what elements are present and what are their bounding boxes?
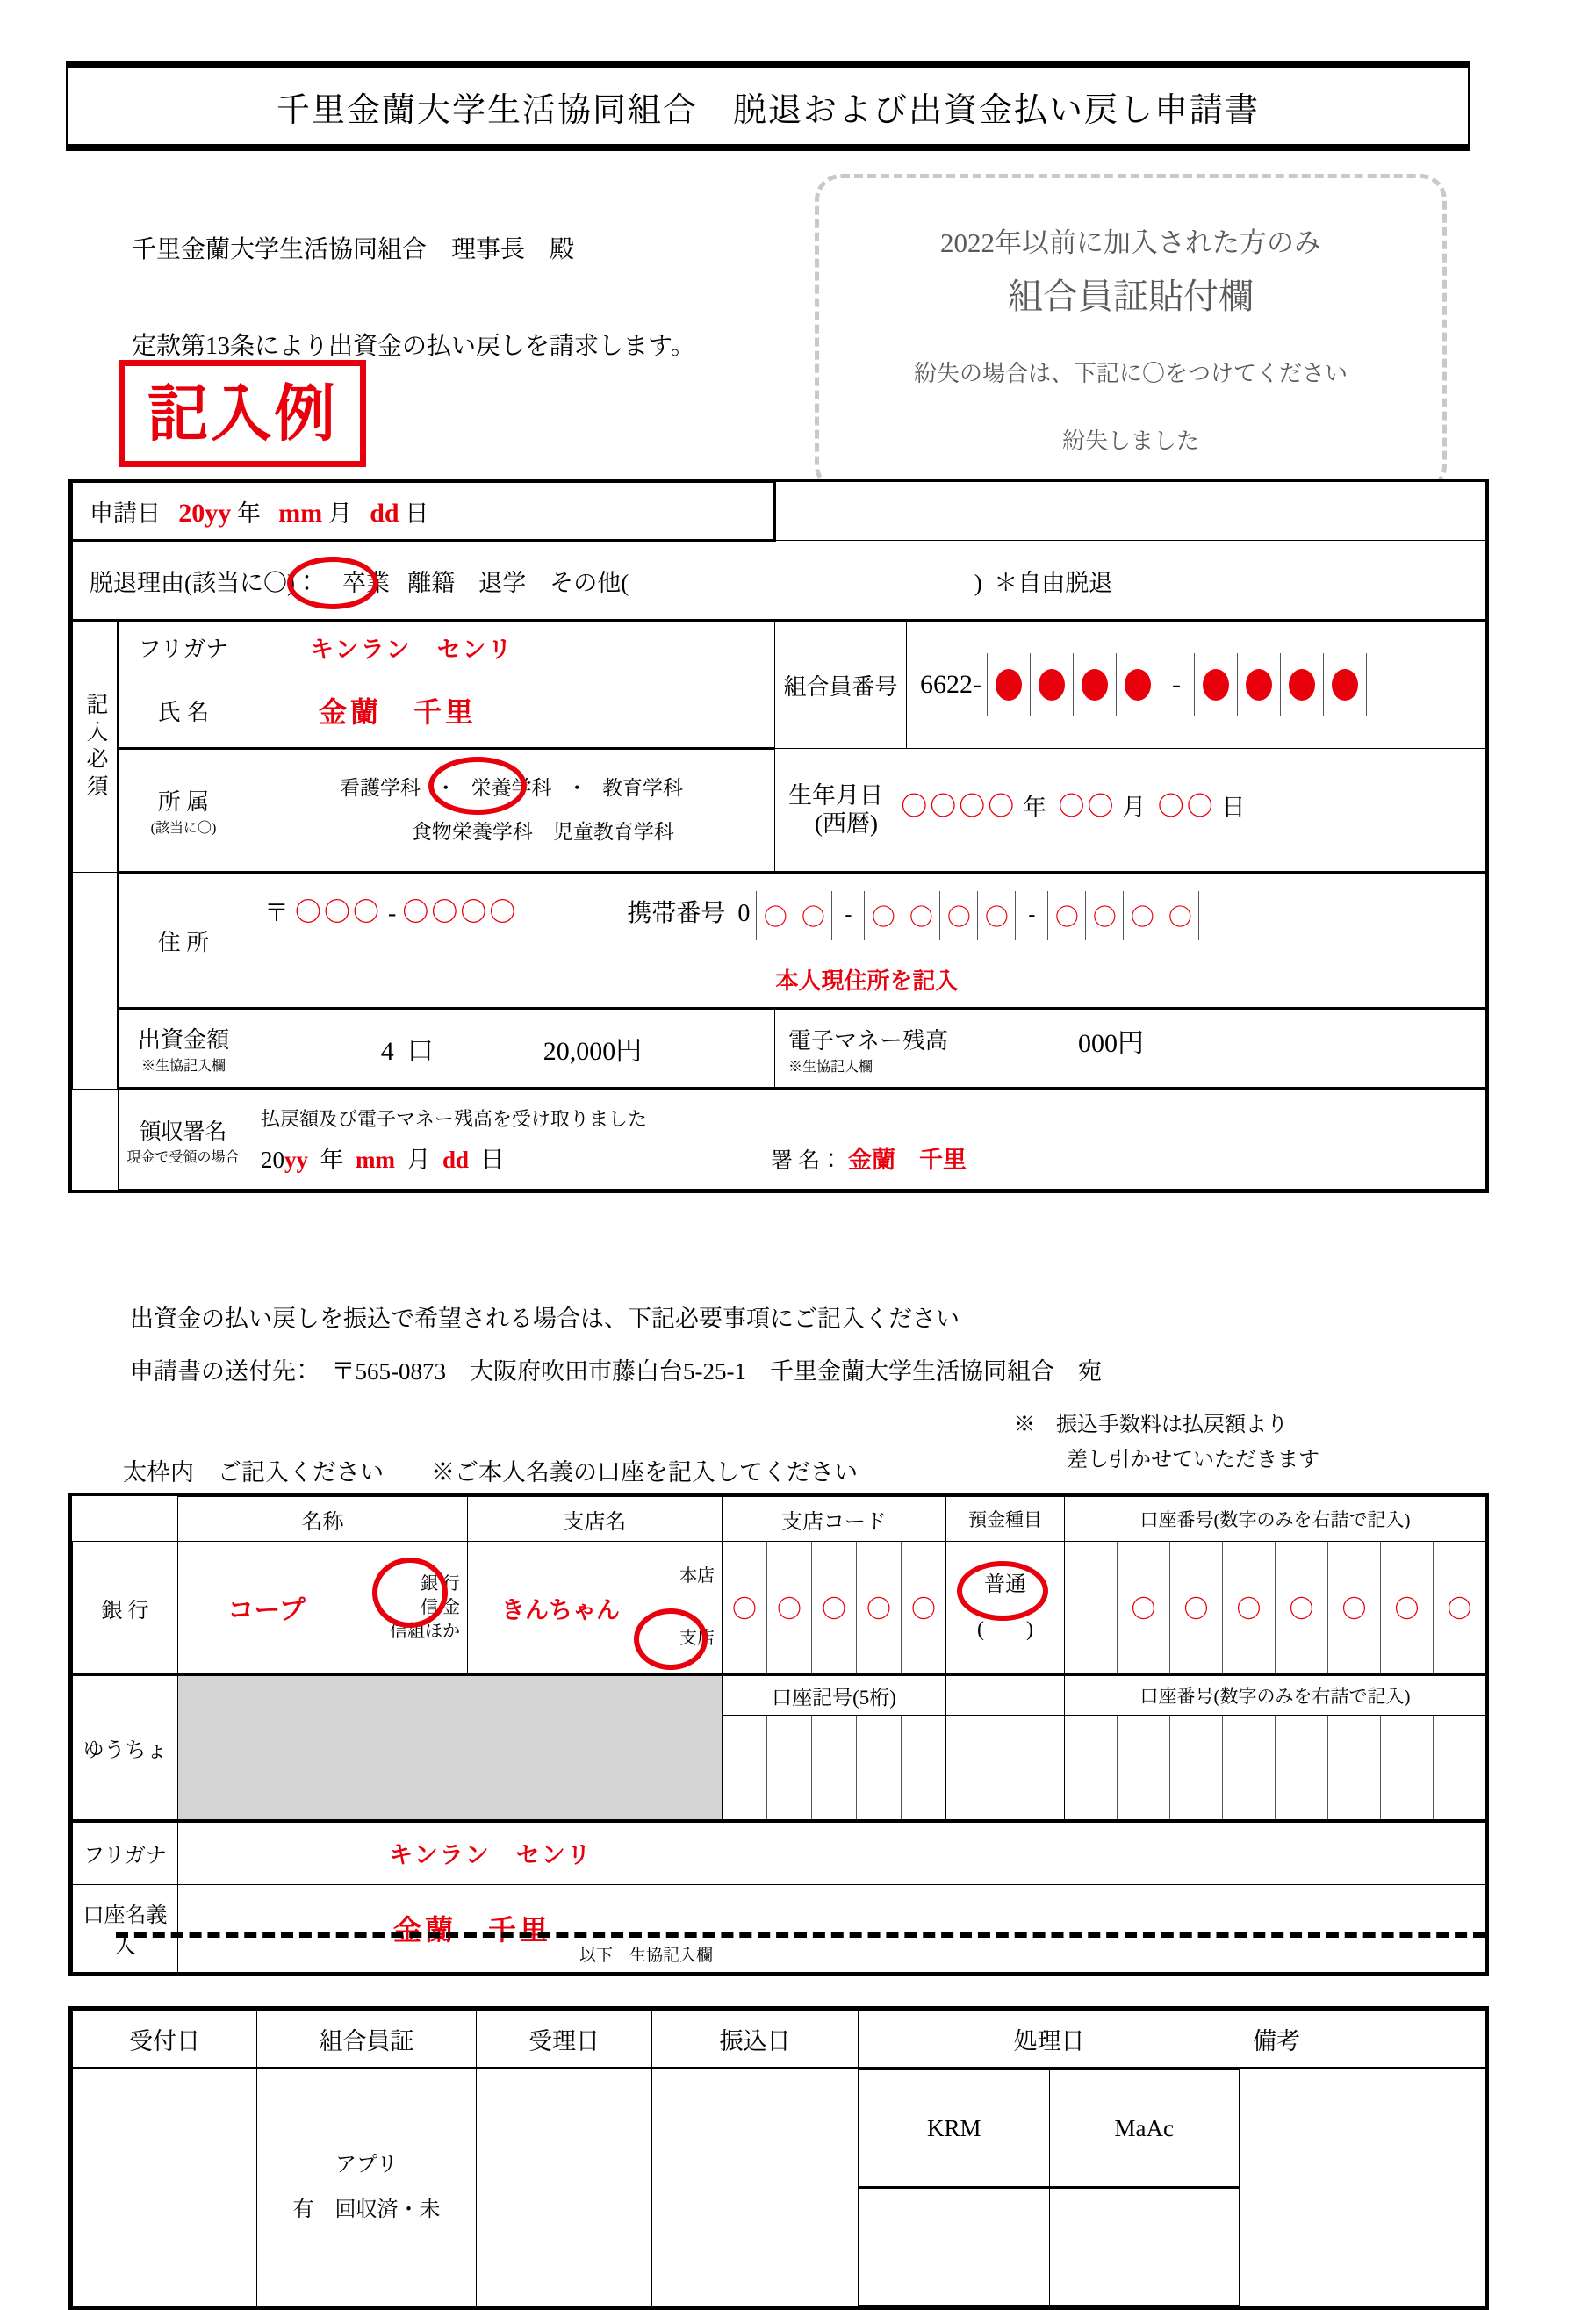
account-slot-7[interactable]: 〇 — [1380, 1542, 1433, 1673]
branch-code-slot-3[interactable]: 〇 — [811, 1542, 856, 1673]
filled-dot-icon — [1082, 669, 1108, 701]
holder-furigana-value-cell[interactable] — [178, 1821, 1486, 1884]
branch-code-slot-1[interactable]: 〇 — [731, 1596, 757, 1623]
member-no-label: 組合員番号 — [775, 621, 907, 749]
dept-sep-1: ・ — [435, 777, 457, 799]
dept-nutrition[interactable]: 栄養学科 — [471, 777, 552, 799]
yucho-account-slot-7[interactable] — [1380, 1716, 1433, 1819]
member-card-options — [258, 2143, 475, 2232]
yucho-symbol-slots — [723, 1716, 945, 1819]
department-label-cell — [119, 749, 248, 873]
member-no-cell-8[interactable] — [1323, 653, 1367, 716]
withdrawal-reason-cell[interactable] — [74, 564, 1485, 598]
deposit-type-paren[interactable]: ( ) — [977, 1618, 1033, 1641]
yucho-symbol-slot-1[interactable] — [723, 1716, 766, 1819]
holder-furigana-label: フリガナ — [73, 1821, 178, 1884]
yucho-header-row — [73, 1675, 1486, 1716]
reason-option-leave[interactable]: 離籍 — [407, 569, 456, 596]
member-card-collected-option[interactable]: 有 回収済・未 — [292, 2198, 441, 2221]
clause-line: 定款第13条により出資金の払い戻しを請求します。 — [132, 333, 695, 360]
branch-type-branch[interactable]: 支店 — [679, 1629, 715, 1648]
yucho-account-slot-6[interactable] — [1327, 1716, 1380, 1819]
birth-month-marks: 〇〇 — [1058, 792, 1117, 822]
birth-year-unit: 年 — [1023, 794, 1047, 821]
phone-cell-4[interactable]: 〇 — [902, 891, 939, 940]
birth-day-unit: 日 — [1221, 794, 1246, 821]
yucho-symbol-slot-4[interactable] — [856, 1716, 901, 1819]
member-no-cell-2[interactable] — [1030, 653, 1073, 716]
coop-header-transfer-date: 振込日 — [652, 2011, 859, 2069]
bank-row-label: 銀 行 — [73, 1542, 178, 1675]
main-form-table — [68, 479, 1489, 1193]
name-value: 金蘭 千里 — [319, 696, 478, 728]
department-row — [73, 749, 1486, 873]
card-box-line2: 組合員証貼付欄 — [1008, 277, 1254, 316]
filled-dot-icon — [1289, 669, 1315, 701]
branch-code-cell[interactable] — [723, 1542, 946, 1675]
postal-dash: - — [388, 900, 397, 928]
branch-code-slot-4[interactable]: 〇 — [856, 1542, 901, 1673]
phone-label: 携帯番号 — [627, 900, 726, 928]
dept-food-nutrition[interactable]: 食物栄養学科 — [411, 821, 533, 843]
emoney-label: 電子マネー残高 — [788, 1027, 949, 1054]
yucho-account-slot-3[interactable] — [1169, 1716, 1222, 1819]
phone-cell-5[interactable]: 〇 — [939, 891, 977, 940]
coop-cell-remarks[interactable] — [1240, 2069, 1486, 2306]
document-title-box — [66, 66, 1470, 147]
dept-nursing[interactable]: 看護学科 — [340, 777, 421, 799]
bank-header-branch: 支店名 — [468, 1497, 723, 1542]
branch-type-head-office[interactable]: 本店 — [679, 1566, 715, 1586]
yucho-account-slot-2[interactable] — [1117, 1716, 1169, 1819]
dept-sep-2: ・ — [566, 777, 587, 799]
bank-account-no-cell[interactable] — [1065, 1542, 1486, 1675]
coop-header-remarks: 備考 — [1240, 2011, 1486, 2069]
yucho-symbol-header: 口座記号(5桁) — [723, 1675, 946, 1716]
coop-header-accept-date: 受理日 — [477, 2011, 652, 2069]
birth-day-marks: 〇〇 — [1157, 792, 1216, 822]
emoney-sublabel: ※生協記入欄 — [788, 1059, 873, 1075]
yucho-account-header: 口座番号(数字のみを右詰で記入) — [1065, 1675, 1486, 1716]
yucho-symbol-slot-2[interactable] — [766, 1716, 811, 1819]
holder-name-row — [73, 1884, 1486, 1972]
phone-cell-8[interactable]: 〇 — [1085, 891, 1123, 940]
apply-date-month-unit: 月 — [327, 500, 352, 527]
address-postal-and-phone — [248, 890, 1485, 940]
member-no-cell-1[interactable] — [987, 653, 1030, 716]
phone-cell-2[interactable]: 〇 — [794, 891, 831, 940]
receipt-date-prefix: 20 — [261, 1147, 284, 1173]
account-slot-3[interactable]: 〇 — [1169, 1542, 1222, 1673]
bold-frame-note: 太枠内 ご記入ください ※ご本人名義の口座を記入してください — [123, 1459, 858, 1486]
filled-dot-icon — [1246, 669, 1272, 701]
page-title: 千里金蘭大学生活協同組合 脱退および出資金払い戻し申請書 — [276, 91, 1260, 129]
birth-label: 生年月日 — [788, 782, 884, 810]
bank-header-name: 名称 — [178, 1497, 468, 1542]
receipt-sign-label: 署 名： — [771, 1149, 843, 1173]
address-row — [73, 873, 1486, 1009]
phone-cell-3[interactable]: 〇 — [864, 891, 902, 940]
yucho-account-slot-8[interactable] — [1433, 1716, 1485, 1819]
deposit-type-value[interactable]: 普通 — [984, 1573, 1026, 1596]
member-no-cell-3[interactable] — [1073, 653, 1116, 716]
card-box-line1: 2022年以前に加入された方のみ — [940, 227, 1321, 258]
coop-cell-member-card[interactable] — [257, 2069, 477, 2306]
reason-option-other-label: その他( — [550, 569, 629, 596]
yucho-type-cell[interactable] — [946, 1716, 1065, 1822]
phone-dash-1: - — [831, 891, 864, 940]
member-no-cell[interactable] — [907, 621, 1486, 749]
yucho-symbol-slot-5[interactable] — [901, 1716, 945, 1819]
birth-date-content — [776, 782, 1485, 837]
furigana-value-cell[interactable] — [248, 621, 775, 673]
yucho-account-slot-5[interactable] — [1275, 1716, 1327, 1819]
filled-dot-icon — [1203, 669, 1229, 701]
bank-kind-option-shinkin[interactable]: 信 金 — [421, 1597, 460, 1617]
receipt-day-unit: 日 — [480, 1147, 505, 1173]
phone-cell-9[interactable]: 〇 — [1123, 891, 1161, 940]
investment-label: 出資金額 — [137, 1027, 229, 1053]
bank-name-value: コープ — [227, 1596, 306, 1625]
yucho-row-label: ゆうちょ — [73, 1675, 178, 1822]
phone-cell-7[interactable]: 〇 — [1047, 891, 1085, 940]
send-to-note: 申請書の送付先： 〒565-0873 大阪府吹田市藤白台5-25-1 千里金蘭大学生活協同組合 宛 — [130, 1358, 1102, 1385]
furigana-row — [73, 621, 1486, 673]
furigana-value: キンラン センリ — [310, 636, 514, 663]
process-sub-value-maac[interactable] — [1049, 2188, 1240, 2306]
bank-account-table — [68, 1493, 1489, 1976]
bank-header-branch-code: 支店コード — [723, 1497, 946, 1542]
coop-body-row — [73, 2069, 1486, 2306]
member-no-cell-6[interactable] — [1237, 653, 1280, 716]
withdrawal-reason-row — [73, 541, 1486, 621]
receipt-date-year[interactable]: yy — [284, 1147, 308, 1173]
receipt-month-unit: 月 — [406, 1147, 431, 1173]
transfer-intro-note: 出資金の払い戻しを振込で希望される場合は、下記必要事項にご記入ください — [130, 1306, 960, 1332]
account-slot-2[interactable]: 〇 — [1117, 1542, 1169, 1673]
fee-note-line1: ※ 振込手数料は払戻額より — [1014, 1414, 1288, 1436]
process-sub-header-maac: MaAc — [1049, 2070, 1240, 2188]
branch-code-slot-2[interactable]: 〇 — [766, 1542, 811, 1673]
investment-amount: 20,000円 — [543, 1037, 643, 1066]
address-entry-note: 本人現住所を記入 — [775, 968, 959, 994]
branch-name-value: きんちゃん — [501, 1596, 620, 1623]
birth-date-cell[interactable] — [775, 749, 1486, 873]
reason-option-graduation[interactable]: 卒業 — [341, 569, 390, 596]
bank-account-no-slots — [1065, 1542, 1485, 1673]
yucho-account-cell[interactable] — [1065, 1716, 1486, 1822]
birth-year-marks: 〇〇〇〇 — [901, 792, 1017, 822]
branch-code-slot-5[interactable]: 〇 — [901, 1542, 945, 1673]
investment-units: 4 — [380, 1037, 394, 1066]
member-no-cells — [908, 653, 1485, 716]
branch-code-slots — [723, 1542, 945, 1673]
investment-sublabel: ※生協記入欄 — [140, 1059, 226, 1074]
deposit-type-cell[interactable] — [946, 1542, 1065, 1675]
yucho-type-blank — [946, 1675, 1065, 1716]
investment-units-suffix: 口 — [406, 1037, 434, 1066]
member-no-cell-5[interactable] — [1194, 653, 1237, 716]
yucho-account-slots — [1065, 1716, 1485, 1819]
bank-kind-option-other[interactable]: 信組ほか — [390, 1621, 460, 1641]
holder-furigana-row — [73, 1821, 1486, 1884]
receipt-signature-row — [73, 1089, 1486, 1190]
process-sub-header-krm: KRM — [859, 2070, 1050, 2188]
filled-dot-icon — [1039, 669, 1065, 701]
apply-date-year[interactable]: 20yy — [178, 498, 232, 528]
account-slot-8[interactable]: 〇 — [1433, 1542, 1485, 1673]
filled-dot-icon — [996, 669, 1022, 701]
yucho-account-slot-1[interactable] — [1065, 1716, 1117, 1819]
emoney-cell — [775, 1009, 1486, 1090]
filled-dot-icon — [1125, 669, 1151, 701]
process-sub-value-krm[interactable] — [859, 2188, 1050, 2306]
apply-date-day[interactable]: dd — [370, 498, 399, 528]
holder-name-label: 口座名義人 — [73, 1884, 178, 1972]
furigana-label: フリガナ — [119, 621, 248, 673]
coop-header-member-card: 組合員証 — [257, 2011, 477, 2069]
apply-date-month[interactable]: mm — [278, 498, 323, 528]
bank-header-row — [73, 1497, 1486, 1542]
coop-header-row — [73, 2011, 1486, 2069]
required-vertical-label-spacer — [73, 873, 119, 1090]
card-box-line3: 紛失の場合は、下記に〇をつけてください — [913, 361, 1348, 386]
member-no-separator: - — [1172, 670, 1182, 699]
member-no-cell-7[interactable] — [1280, 653, 1323, 716]
coop-cell-process-date — [859, 2069, 1240, 2306]
receipt-date-day[interactable]: dd — [442, 1147, 470, 1173]
bank-kind-option-bank[interactable]: 銀 行 — [421, 1573, 460, 1594]
department-sublabel: (該当に〇) — [150, 821, 217, 836]
receipt-sign-value: 金蘭 千里 — [848, 1147, 967, 1173]
address-value-cell[interactable] — [248, 873, 1486, 1009]
receipt-content-cell[interactable] — [248, 1089, 1486, 1190]
section-divider — [116, 1932, 1485, 1938]
name-value-cell[interactable] — [248, 673, 775, 749]
coop-section-divider-label: 以下 生協記入欄 — [579, 1947, 714, 1965]
receipt-statement: 払戻額及び電子マネー残高を受け取りました — [261, 1108, 648, 1130]
branch-type-options — [653, 1565, 722, 1651]
coop-header-process-date: 処理日 — [859, 2011, 1240, 2069]
postal-symbol-icon: 〒 — [264, 900, 290, 928]
emoney-amount: 000円 — [1078, 1029, 1145, 1059]
investment-row — [73, 1009, 1486, 1090]
department-options-cell[interactable] — [248, 749, 775, 873]
phone-cell-6[interactable]: 〇 — [977, 891, 1015, 940]
sample-stamp — [119, 360, 366, 467]
bank-header-deposit-type: 預金種目 — [946, 1497, 1065, 1542]
department-label: 所 属 — [157, 789, 210, 815]
yucho-disabled-area — [178, 1675, 723, 1822]
holder-name-value-cell[interactable] — [178, 1884, 1486, 1972]
address-label: 住 所 — [119, 873, 248, 1009]
yucho-symbol-cell[interactable] — [723, 1716, 946, 1822]
birth-month-unit: 月 — [1122, 794, 1147, 821]
addressee-line: 千里金蘭大学生活協同組合 理事長 殿 — [132, 236, 575, 263]
fee-note-line2: 差し引かせていただきます — [1067, 1449, 1319, 1472]
sample-stamp-label: 記入例 — [147, 377, 337, 450]
phone-dash-2: - — [1015, 891, 1047, 940]
coop-cell-reception-date[interactable] — [73, 2069, 257, 2306]
apply-date-year-unit: 年 — [237, 500, 261, 527]
phone-lead-digit: 0 — [737, 900, 751, 928]
reason-option-other-close: ) — [974, 569, 982, 596]
coop-header-reception-date: 受付日 — [73, 2011, 257, 2069]
receipt-date-month[interactable]: mm — [356, 1147, 395, 1173]
department-options — [249, 768, 773, 853]
account-slot-5[interactable]: 〇 — [1275, 1542, 1327, 1673]
apply-date-row — [73, 483, 1486, 541]
apply-date-day-unit: 日 — [405, 500, 429, 527]
investment-label-cell — [119, 1009, 248, 1090]
filled-dot-icon — [1332, 669, 1358, 701]
apply-date-label: 申請日 — [90, 500, 161, 527]
birth-sublabel: (西暦) — [815, 810, 879, 837]
coop-internal-table — [68, 2006, 1489, 2310]
name-label: 氏 名 — [119, 673, 248, 749]
bank-kind-options — [355, 1572, 467, 1644]
member-card-app-option[interactable]: アプリ — [334, 2154, 399, 2177]
coop-cell-transfer-date[interactable] — [652, 2069, 859, 2306]
dept-child-education[interactable]: 児童教育学科 — [552, 821, 674, 843]
account-slot-1[interactable] — [1065, 1542, 1117, 1673]
receipt-sublabel: 現金で受領の場合 — [126, 1149, 240, 1165]
reason-free-note: ＊自由脱退 — [994, 569, 1113, 596]
apply-date-cell — [74, 494, 773, 529]
reason-label: 脱退理由(該当に〇)： — [90, 569, 319, 596]
yucho-symbol-slot-3[interactable] — [811, 1716, 856, 1819]
branch-name-cell[interactable] — [468, 1542, 723, 1675]
receipt-label: 領収署名 — [139, 1119, 227, 1144]
investment-amount-cell — [248, 1009, 775, 1090]
account-slot-6[interactable]: 〇 — [1327, 1542, 1380, 1673]
postal-code-part1: 〇〇〇 — [295, 898, 383, 928]
member-no-prefix: 6622- — [920, 670, 982, 699]
phone-cell-1[interactable]: 〇 — [756, 891, 794, 940]
required-vertical-label: 記入必須 — [73, 621, 119, 873]
bank-name-cell[interactable] — [178, 1542, 468, 1675]
card-box-line4: 紛失しました — [1061, 428, 1199, 454]
phone-cell-10[interactable]: 〇 — [1161, 891, 1199, 940]
receipt-year-unit: 年 — [320, 1147, 344, 1173]
member-no-cell-4[interactable] — [1116, 653, 1159, 716]
bank-header-account-no: 口座番号(数字のみを右詰で記入) — [1065, 1497, 1486, 1542]
bank-data-row — [73, 1542, 1486, 1675]
dept-education[interactable]: 教育学科 — [602, 777, 684, 799]
phone-cells — [756, 891, 1199, 940]
holder-name-value: 金蘭 千里 — [393, 1914, 552, 1946]
receipt-label-cell — [119, 1089, 248, 1190]
coop-cell-accept-date[interactable] — [477, 2069, 652, 2306]
holder-furigana-value: キンラン センリ — [389, 1842, 593, 1869]
reason-option-dropout[interactable]: 退学 — [478, 569, 527, 596]
yucho-account-slot-4[interactable] — [1222, 1716, 1275, 1819]
postal-code-part2: 〇〇〇〇 — [402, 898, 519, 928]
account-slot-4[interactable]: 〇 — [1222, 1542, 1275, 1673]
membership-card-attach-box — [815, 174, 1447, 492]
